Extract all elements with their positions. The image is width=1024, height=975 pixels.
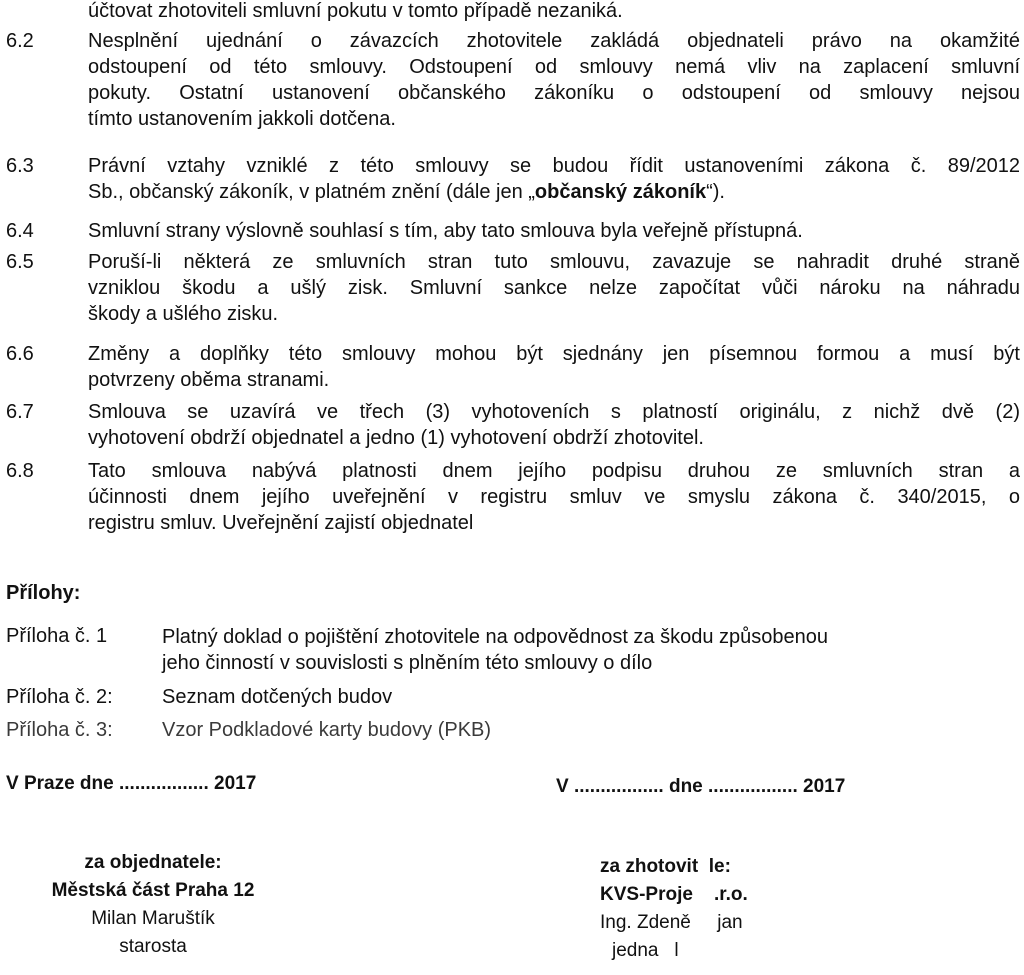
clause-body bbox=[88, 249, 1020, 327]
clause-number: 6.3 bbox=[6, 155, 34, 177]
signatory-name: Milan Maruštík bbox=[91, 908, 215, 929]
clause-line: škody a ušlého zisku. bbox=[88, 303, 279, 325]
left-place-date: V Praze dne ................. 2017 bbox=[6, 773, 257, 794]
clause-number: 6.2 bbox=[6, 30, 34, 52]
continued-line: účtovat zhotoviteli smluvní pokutu v tomto případě nezaniká. bbox=[88, 0, 623, 22]
client-signature-block bbox=[28, 849, 278, 961]
clause-body bbox=[88, 399, 1020, 451]
clause-line: pokuty. Ostatní ustanovení občanského zákoníku o odstoupení od smlouvy nejsou bbox=[88, 82, 1020, 104]
right-place-date: V ................. dne ................. 2017 bbox=[556, 776, 846, 797]
clause-line: Smluvní strany výslovně souhlasí s tím, aby tato smlouva byla veřejně přístupná. bbox=[88, 220, 803, 242]
clause-body bbox=[88, 458, 1020, 536]
clause-number: 6.6 bbox=[6, 343, 34, 365]
attachment-label: Příloha č. 2: bbox=[6, 686, 113, 708]
clause-line: tímto ustanovením jakkoli dotčena. bbox=[88, 108, 396, 130]
clause-number: 6.7 bbox=[6, 401, 34, 423]
attachments-heading: Přílohy: bbox=[6, 582, 81, 604]
clause-line: potvrzeny oběma stranami. bbox=[88, 369, 330, 391]
clause-line: Tato smlouva nabývá platnosti dnem jejího podpisu druhou ze smluvních stran a bbox=[88, 460, 1020, 482]
clause-line: Smlouva se uzavírá ve třech (3) vyhotoveních s platností originálu, z nichž dvě (2) bbox=[88, 401, 1020, 423]
attachment-line: Platný doklad o pojištění zhotovitele na odpovědnost za škodu způsobenou bbox=[162, 626, 829, 648]
clause-line-post: “). bbox=[706, 181, 725, 203]
clause-number: 6.5 bbox=[6, 251, 34, 273]
clause-line: účinnosti dnem jejího uveřejnění v registru smluv ve smyslu zákona č. 340/2015, o bbox=[88, 486, 1020, 508]
clause-line: vzniklou škodu a ušlý zisk. Smluvní sankce nelze započítat vůči nároku na náhradu bbox=[88, 277, 1020, 299]
clause-line-pre: Sb., občanský zákoník, v platném znění (dále jen „ bbox=[88, 181, 535, 203]
clause-line: registru smluv. Uveřejnění zajistí objednatel bbox=[88, 512, 474, 534]
clause-body bbox=[88, 341, 1020, 393]
clause-line: Změny a doplňky této smlouvy mohou být sjednány jen písemnou formou a musí být bbox=[88, 343, 1020, 365]
clause-line: Právní vztahy vzniklé z této smlouvy se budou řídit ustanoveními zákona č. 89/2012 bbox=[88, 155, 1020, 177]
clause-line: odstoupení od této smlouvy. Odstoupení od smlouvy nemá vliv na zaplacení smluvní bbox=[88, 56, 1020, 78]
attachment-line: jeho činností v souvislosti s plněním této smlouvy o dílo bbox=[162, 652, 653, 674]
attachment-description bbox=[162, 684, 392, 710]
clause-number: 6.4 bbox=[6, 220, 34, 242]
clause-body bbox=[88, 218, 1020, 244]
attachment-label: Příloha č. 1 bbox=[6, 625, 108, 647]
defined-term: občanský zákoník bbox=[534, 181, 707, 203]
signatory-role: za objednatele: bbox=[84, 852, 222, 873]
signatory-title: starosta bbox=[119, 936, 187, 957]
signatory-title: jedna l bbox=[612, 940, 679, 961]
signatory-name: Ing. Zdeně jan bbox=[600, 912, 743, 933]
signatory-role: za zhotovit le: bbox=[600, 856, 731, 877]
attachment-label: Příloha č. 3: bbox=[6, 719, 113, 741]
attachment-line: Vzor Podkladové karty budovy (PKB) bbox=[162, 719, 492, 741]
signatory-organization: Městská část Praha 12 bbox=[51, 880, 255, 901]
clause-line: Poruší-li některá ze smluvních stran tuto smlouvu, zavazuje se nahradit druhé straně bbox=[88, 251, 1020, 273]
contractor-signature-block bbox=[600, 853, 840, 965]
clause-number: 6.8 bbox=[6, 460, 34, 482]
signatory-organization: KVS-Proje .r.o. bbox=[600, 884, 748, 905]
clause-line bbox=[88, 179, 1020, 205]
attachment-line: Seznam dotčených budov bbox=[162, 686, 393, 708]
clause-body bbox=[88, 153, 1020, 205]
continued-text bbox=[88, 0, 1020, 24]
attachment-description bbox=[162, 717, 491, 743]
clause-line: vyhotovení obdrží objednatel a jedno (1) vyhotovení obdrží zhotovitel. bbox=[88, 427, 704, 449]
attachment-description bbox=[162, 624, 828, 676]
clause-body bbox=[88, 28, 1020, 132]
clause-line: Nesplnění ujednání o závazcích zhotovitele zakládá objednateli právo na okamžité bbox=[88, 30, 1020, 52]
